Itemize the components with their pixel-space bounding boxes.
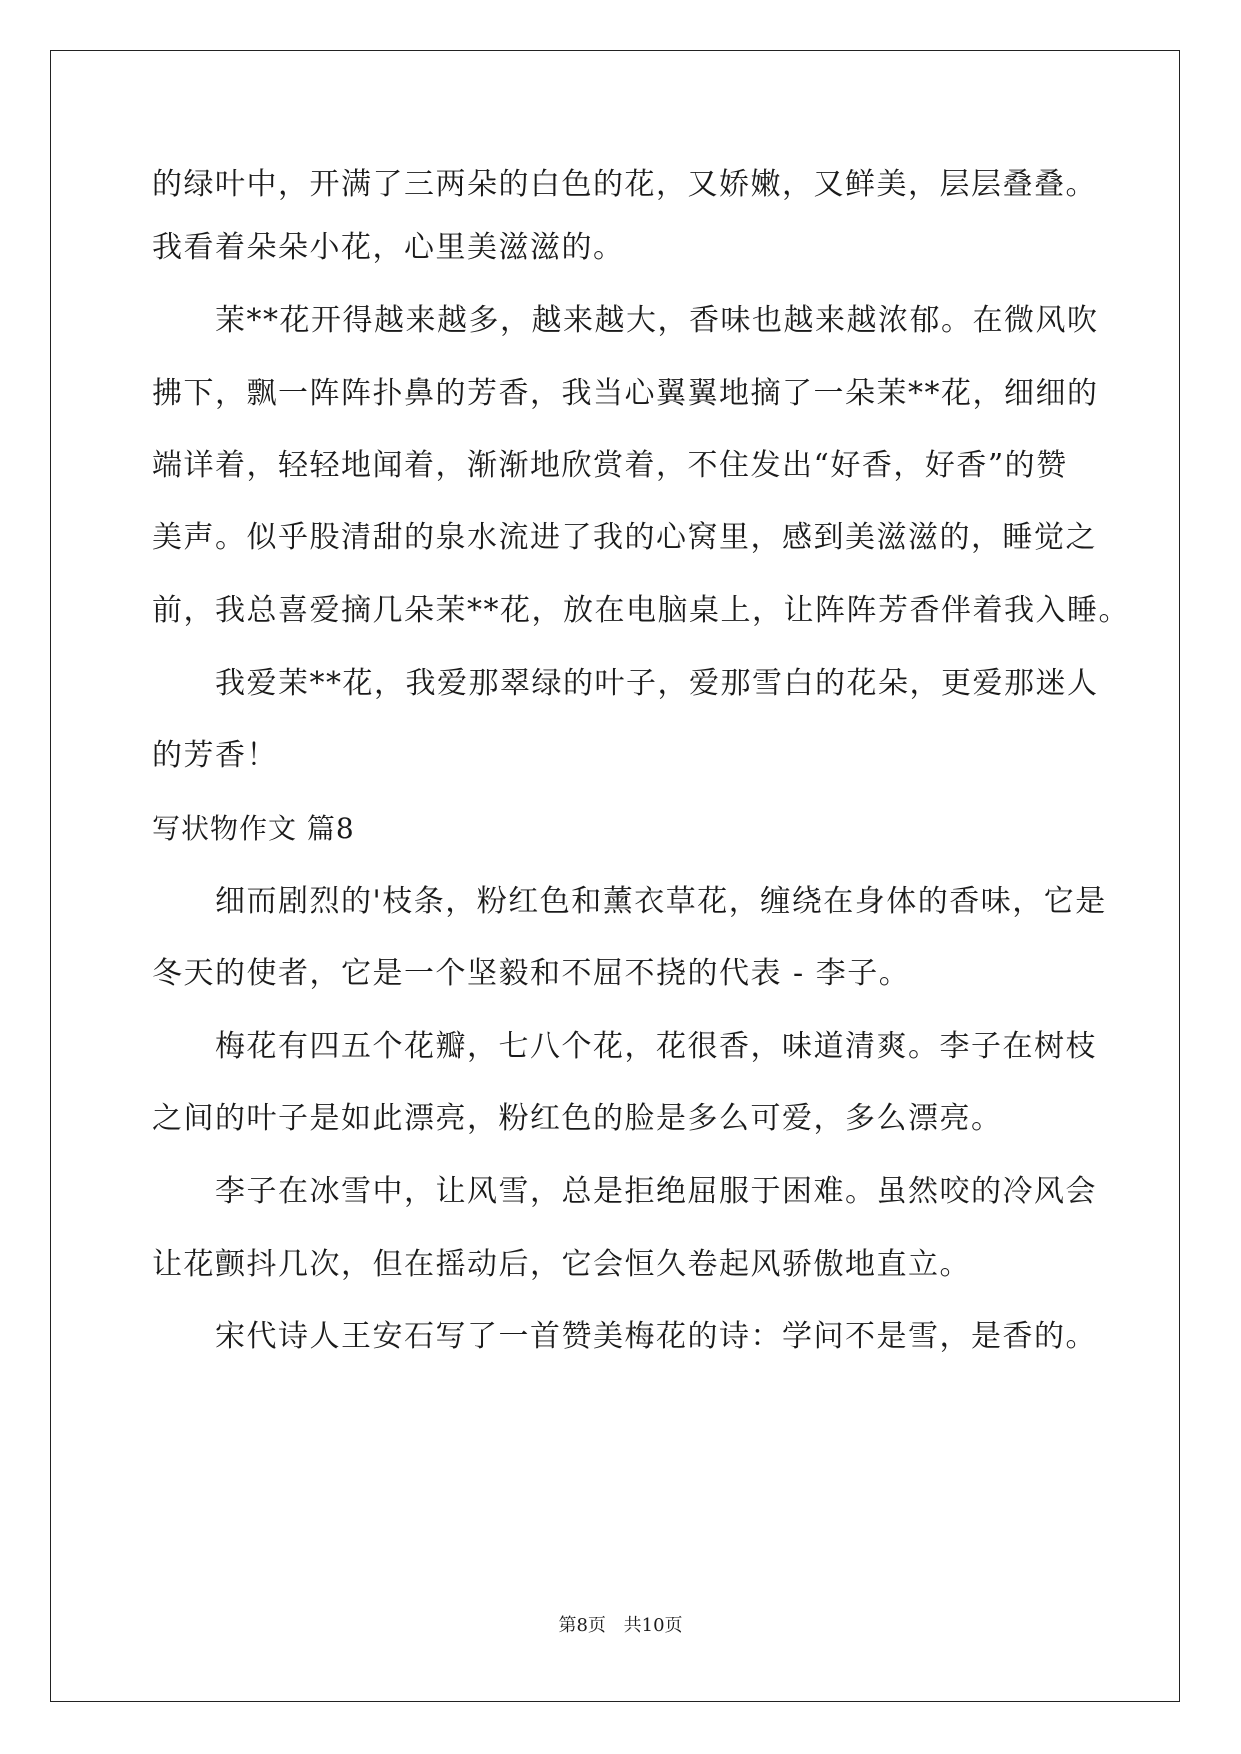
page-number: 第8页 bbox=[558, 1615, 606, 1636]
page-total: 共10页 bbox=[623, 1615, 683, 1636]
body-line: 细而剧烈的'枝条，粉红色和薰衣草花，缠绕在身体的香味，它是 bbox=[215, 884, 1107, 919]
body-line: 前，我总喜爱摘几朵茉**花，放在电脑桌上，让阵阵芳香伴着我入睡。 bbox=[152, 593, 1130, 628]
body-line: 的绿叶中，开满了三两朵的白色的花，又娇嫩，又鲜美，层层叠叠。 bbox=[152, 167, 1097, 202]
body-line: 之间的叶子是如此漂亮，粉红色的脸是多么可爱，多么漂亮。 bbox=[152, 1101, 1003, 1136]
body-line: 冬天的使者，它是一个坚毅和不屈不挠的代表 - 李子。 bbox=[152, 956, 911, 991]
body-line: 端详着，轻轻地闻着，渐渐地欣赏着，不住发出“好香，好香”的赞 bbox=[152, 448, 1068, 483]
body-line: 美声。似乎股清甜的泉水流进了我的心窝里，感到美滋滋的，睡觉之 bbox=[152, 520, 1097, 555]
section-heading: 写状物作文 篇8 bbox=[152, 812, 355, 845]
body-line: 我爱茉**花，我爱那翠绿的叶子，爱那雪白的花朵，更爱那迷人 bbox=[215, 666, 1099, 701]
body-line: 宋代诗人王安石写了一首赞美梅花的诗：学问不是雪，是香的。 bbox=[215, 1319, 1097, 1354]
body-line: 让花颤抖几次，但在摇动后，它会恒久卷起风骄傲地直立。 bbox=[152, 1247, 971, 1282]
page-border bbox=[50, 50, 1180, 1702]
page-footer bbox=[0, 1614, 1241, 1638]
body-line: 李子在冰雪中，让风雪，总是拒绝屈服于困难。虽然咬的冷风会 bbox=[215, 1174, 1097, 1209]
body-line: 我看着朵朵小花，心里美滋滋的。 bbox=[152, 230, 625, 265]
body-line: 茉**花开得越来越多，越来越大，香味也越来越浓郁。在微风吹 bbox=[215, 303, 1099, 338]
body-line: 的芳香！ bbox=[152, 738, 278, 773]
body-line: 拂下，飘一阵阵扑鼻的芳香，我当心翼翼地摘了一朵茉**花，细细的 bbox=[152, 376, 1099, 411]
body-line: 梅花有四五个花瓣，七八个花，花很香，味道清爽。李子在树枝 bbox=[215, 1029, 1097, 1064]
